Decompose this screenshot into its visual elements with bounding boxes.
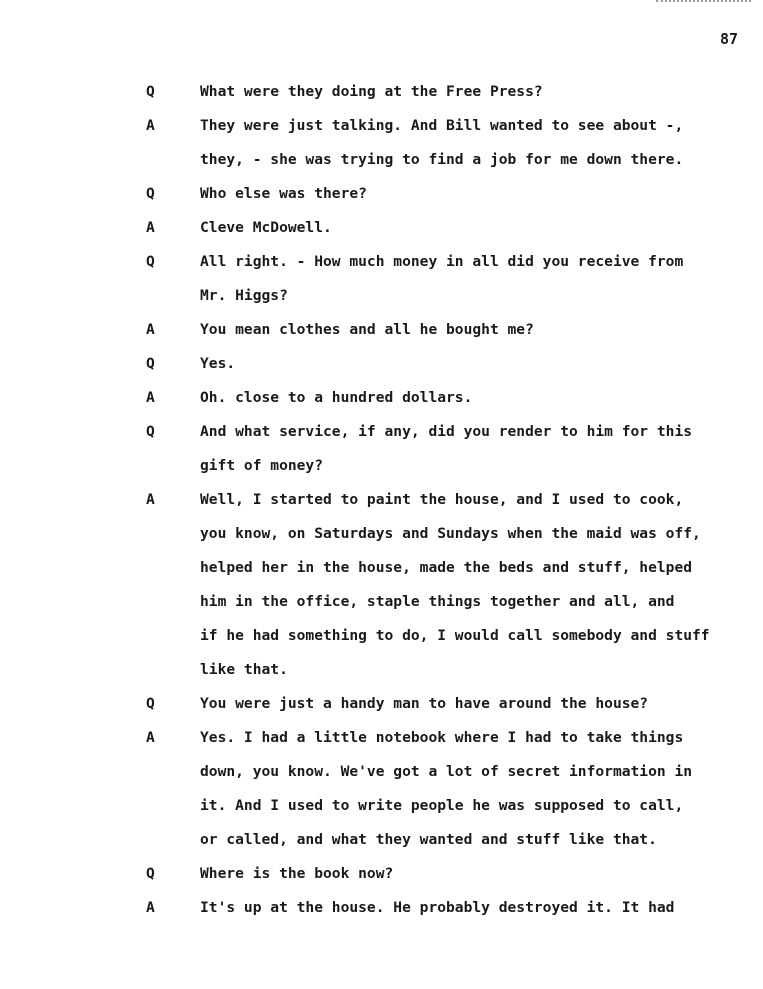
transcript-line (0, 251, 763, 273)
speaker-label: Q (146, 423, 155, 440)
speaker-label: Q (146, 185, 155, 202)
line-text: They were just talking. And Bill wanted to see about -, (200, 117, 684, 134)
scan-edge-marks (656, 0, 751, 5)
line-text: you know, on Saturdays and Sundays when the maid was off, (200, 525, 701, 542)
speaker-label: Q (146, 865, 155, 882)
transcript-line (0, 217, 763, 239)
transcript-line (0, 81, 763, 103)
line-text: Oh. close to a hundred dollars. (200, 389, 473, 406)
line-text: Yes. (200, 355, 236, 372)
transcript-line (0, 489, 763, 511)
line-text: him in the office, staple things together and all, and (200, 593, 675, 610)
line-text: if he had something to do, I would call somebody and stuff (200, 627, 710, 644)
page-number: 87 (719, 30, 738, 48)
transcript-line (0, 625, 763, 647)
transcript-line (0, 557, 763, 579)
line-text: down, you know. We've got a lot of secret information in (200, 763, 693, 780)
transcript-line (0, 863, 763, 885)
speaker-label: Q (146, 83, 155, 100)
transcript-line (0, 183, 763, 205)
line-text: You were just a handy man to have around the house? (200, 695, 649, 712)
line-text: gift of money? (200, 457, 324, 474)
transcript-line (0, 591, 763, 613)
transcript-line (0, 115, 763, 137)
transcript-line (0, 149, 763, 171)
transcript-line (0, 761, 763, 783)
line-text: And what service, if any, did you render to him for this (200, 423, 693, 440)
transcript-line (0, 455, 763, 477)
speaker-label: A (146, 219, 155, 236)
transcript-line (0, 659, 763, 681)
transcript-line (0, 829, 763, 851)
speaker-label: A (146, 117, 155, 134)
speaker-label: Q (146, 355, 155, 372)
line-text: helped her in the house, made the beds and stuff, helped (200, 559, 693, 576)
line-text: What were they doing at the Free Press? (200, 83, 543, 100)
speaker-label: Q (146, 253, 155, 270)
speaker-label: A (146, 389, 155, 406)
line-text: it. And I used to write people he was supposed to call, (200, 797, 684, 814)
transcript-line (0, 353, 763, 375)
line-text: Mr. Higgs? (200, 287, 288, 304)
line-text: You mean clothes and all he bought me? (200, 321, 534, 338)
transcript-line (0, 421, 763, 443)
line-text: Where is the book now? (200, 865, 394, 882)
transcript-line (0, 795, 763, 817)
line-text: or called, and what they wanted and stuff like that. (200, 831, 657, 848)
transcript-line (0, 319, 763, 341)
line-text: Yes. I had a little notebook where I had to take things (200, 729, 684, 746)
speaker-label: A (146, 321, 155, 338)
line-text: All right. - How much money in all did you receive from (200, 253, 684, 270)
transcript-line (0, 727, 763, 749)
line-text: Well, I started to paint the house, and I used to cook, (200, 491, 684, 508)
transcript-line (0, 387, 763, 409)
speaker-label: A (146, 899, 155, 916)
line-text: they, - she was trying to find a job for me down there. (200, 151, 684, 168)
speaker-label: A (146, 491, 155, 508)
line-text: Cleve McDowell. (200, 219, 332, 236)
speaker-label: Q (146, 695, 155, 712)
transcript-line (0, 285, 763, 307)
line-text: Who else was there? (200, 185, 367, 202)
speaker-label: A (146, 729, 155, 746)
transcript-line (0, 523, 763, 545)
transcript-line (0, 897, 763, 919)
line-text: like that. (200, 661, 288, 678)
line-text: It's up at the house. He probably destroyed it. It had (200, 899, 675, 916)
transcript-line (0, 693, 763, 715)
